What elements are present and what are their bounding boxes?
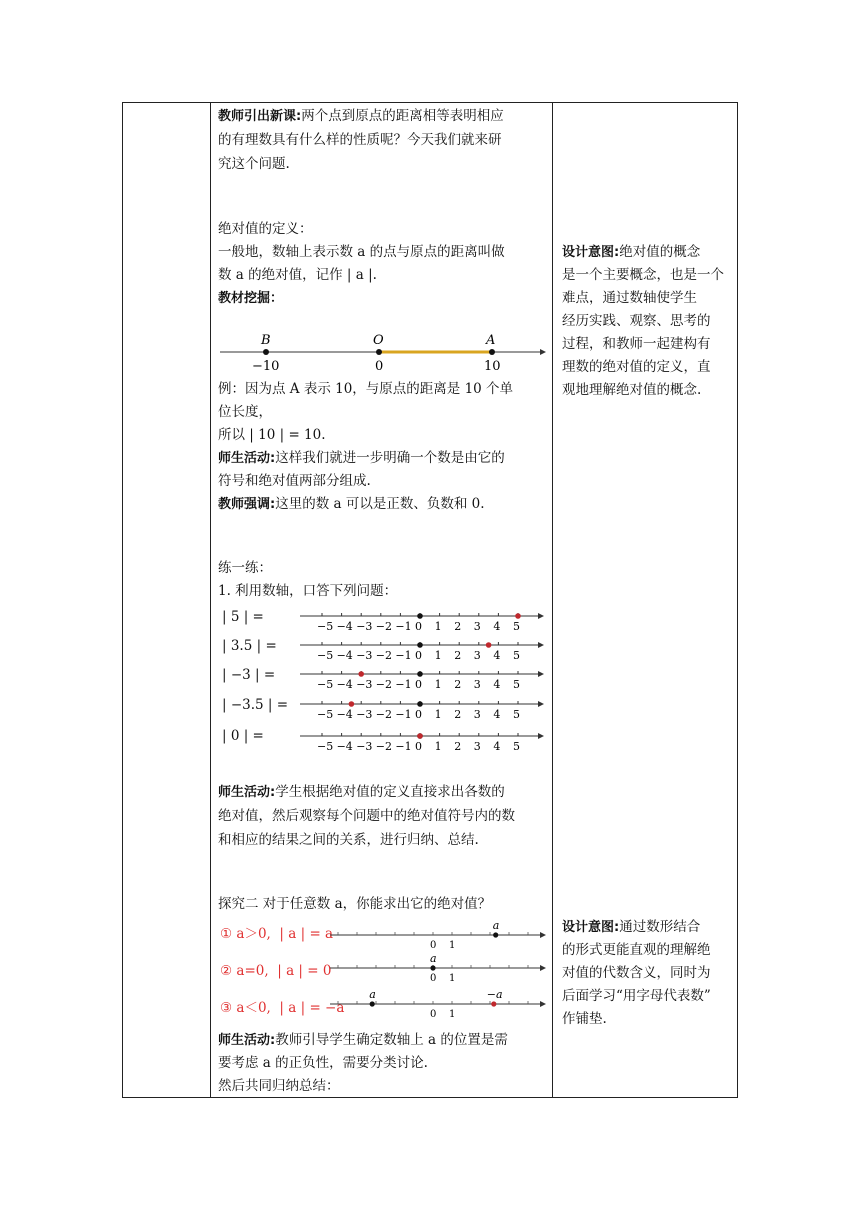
- case-3-result: | a | = −a: [279, 1000, 345, 1016]
- tick-label: 2: [454, 708, 462, 721]
- tick-label: −1: [395, 740, 412, 753]
- origin-dot: [417, 642, 423, 648]
- point-a-dot: [489, 349, 495, 355]
- intro-line-3: 究这个问题.: [218, 156, 290, 172]
- practice-line: [300, 733, 544, 753]
- tick-1-label: 1: [449, 940, 456, 951]
- tick-label: 4: [493, 678, 501, 691]
- number-line-main: [218, 330, 548, 376]
- tick-label: 1: [434, 708, 442, 721]
- tick-label: 1: [434, 678, 442, 691]
- origin-dot: [417, 613, 423, 619]
- tick-0-label: 0: [430, 1009, 437, 1020]
- axis-arrow: [538, 701, 544, 707]
- case-3: [220, 997, 344, 1019]
- value-dot: [515, 613, 521, 619]
- activity3-line-2: 要考虑 a 的正负性，需要分类讨论.: [218, 1055, 428, 1071]
- tick-label: −4: [336, 708, 353, 721]
- point-a-label: a: [430, 952, 437, 965]
- case-1-result: | a | = a: [279, 926, 334, 942]
- case-1-cond: ① a＞0,: [220, 926, 271, 942]
- tick-label: −2: [375, 708, 393, 721]
- design1-text-1: 绝对值的概念: [619, 244, 701, 260]
- tick-label: 0: [415, 649, 422, 662]
- activity3-text-1: 教师引导学生确定数轴上 a 的位置是需: [275, 1032, 508, 1048]
- tick-label: 5: [513, 649, 520, 662]
- tick-label: −3: [356, 740, 373, 753]
- practice-line: [300, 671, 544, 691]
- tick-label: 3: [473, 678, 481, 691]
- tick-label: −3: [356, 620, 373, 633]
- intro-text-1: 两个点到原点的距离相等表明相应: [301, 108, 504, 124]
- tick-o-label: 0: [375, 359, 384, 374]
- activity2-text-1: 学生根据绝对值的定义直接求出各数的: [275, 784, 505, 800]
- tick-label: −5: [317, 678, 334, 691]
- practice-line: [300, 642, 544, 662]
- practice-line: [300, 613, 544, 633]
- design2-line: 对值的代数含义，同时为: [562, 965, 711, 981]
- point-o-label: O: [373, 333, 384, 348]
- activity3-line-1: [218, 1029, 546, 1052]
- activity2-label: 师生活动:: [218, 785, 276, 800]
- design1-line: 理数的绝对值的定义，直: [562, 359, 711, 375]
- design1-line: 经历实践、观察、思考的: [562, 313, 711, 329]
- tick-label: −5: [317, 620, 334, 633]
- tick-label: 3: [473, 708, 481, 721]
- intro-line-1: [218, 105, 546, 128]
- tick-0-label: 0: [430, 973, 437, 984]
- definition-heading: 绝对值的定义：: [218, 221, 313, 237]
- tick-a-label: 10: [484, 359, 501, 374]
- tick-label: 5: [513, 740, 520, 753]
- intro-line-2: 的有理数具有什么样的性质呢？今天我们就来研: [218, 132, 502, 148]
- value-dot: [349, 701, 355, 707]
- explore-line: [330, 952, 546, 984]
- activity1-label: 师生活动:: [218, 451, 276, 466]
- tick-label: −4: [336, 620, 353, 633]
- activity2-line-3: 和相应的结果之间的关系，进行归纳、总结.: [218, 832, 479, 848]
- tick-label: −4: [336, 649, 353, 662]
- design1-line-1: [562, 241, 732, 264]
- practice-question: 1. 利用数轴，口答下列问题：: [218, 583, 398, 599]
- tick-label: −1: [395, 649, 412, 662]
- activity3-label: 师生活动:: [218, 1033, 276, 1048]
- explore-line: [330, 988, 546, 1020]
- tick-label: −2: [375, 649, 393, 662]
- tick-label: 5: [513, 678, 520, 691]
- point-o-dot: [376, 349, 382, 355]
- tick-1-label: 1: [449, 1009, 456, 1020]
- activity2-line-2: 绝对值，然后观察每个问题中的绝对值符号内的数: [218, 808, 515, 824]
- axis-arrow: [540, 932, 546, 938]
- practice-line: [300, 701, 544, 721]
- practice-item-label: | −3 | =: [222, 667, 276, 683]
- point-a-label: A: [486, 333, 496, 348]
- tick-label: −5: [317, 649, 334, 662]
- tick-label: −3: [356, 649, 373, 662]
- tick-label: 1: [434, 620, 442, 633]
- design2-line-1: [562, 916, 732, 939]
- tick-label: 2: [454, 620, 462, 633]
- tick-label: 4: [493, 649, 501, 662]
- tick-label: 0: [415, 740, 422, 753]
- activity1-line-2: 符号和绝对值两部分组成.: [218, 473, 371, 489]
- design2-line: 作铺垫.: [562, 1011, 607, 1027]
- point-a-dot: [430, 965, 435, 970]
- explore-number-lines: [330, 918, 548, 1028]
- axis-arrow: [538, 613, 544, 619]
- emphasis-text: 这里的数 a 可以是正数、负数和 0.: [275, 496, 485, 512]
- axis-arrow: [540, 1001, 546, 1007]
- value-dot: [486, 642, 492, 648]
- activity3-line-3: 然后共同归纳总结：: [218, 1078, 340, 1094]
- axis-arrow: [538, 733, 544, 739]
- axis-arrow: [538, 671, 544, 677]
- tick-label: 2: [454, 649, 462, 662]
- design2-text-1: 通过数形结合: [619, 919, 701, 935]
- tick-0-label: 0: [430, 940, 437, 951]
- practice-number-lines: [300, 603, 548, 753]
- point-b-label: B: [261, 333, 271, 348]
- activity2-line-1: [218, 781, 546, 804]
- example-line-3: 所以 | 10 | = 10.: [218, 427, 326, 443]
- design1-line: 难点，通过数轴使学生: [562, 290, 697, 306]
- case-2: [220, 960, 331, 982]
- activity1-text-1: 这样我们就进一步明确一个数是由它的: [275, 450, 505, 466]
- emphasis-line: [218, 493, 546, 516]
- tick-label: 3: [473, 740, 481, 753]
- practice-item-label: | 5 | =: [222, 609, 264, 625]
- tick-label: 4: [493, 740, 501, 753]
- tick-label: 2: [454, 678, 462, 691]
- case-2-result: | a | = 0: [277, 963, 332, 979]
- tick-label: 1: [434, 740, 442, 753]
- value-dot: [358, 671, 364, 677]
- tick-label: −4: [336, 678, 353, 691]
- point-a-label: a: [369, 988, 376, 1001]
- tick-label: 3: [473, 649, 481, 662]
- design1-label: 设计意图:: [562, 245, 620, 260]
- design2-line: 后面学习“用字母代表数”: [562, 988, 711, 1004]
- tick-label: −5: [317, 708, 334, 721]
- mining-label-text: 教材挖掘：: [218, 291, 284, 306]
- point-b-dot: [263, 349, 269, 355]
- value-dot: [417, 733, 423, 739]
- example-line-1: 例：因为点 A 表示 10，与原点的距离是 10 个单: [218, 381, 514, 397]
- tick-label: −2: [375, 678, 393, 691]
- design1-line: 观地理解绝对值的概念.: [562, 382, 702, 398]
- axis-arrow: [538, 642, 544, 648]
- tick-label: 0: [415, 678, 422, 691]
- tick-label: −2: [375, 740, 393, 753]
- case-2-cond: ② a=0,: [220, 963, 269, 979]
- axis-arrow: [540, 965, 546, 971]
- emphasis-label: 教师强调:: [218, 497, 276, 512]
- point-neg-a-dot: [491, 1001, 496, 1006]
- tick-label: 4: [493, 708, 501, 721]
- tick-label: −4: [336, 740, 353, 753]
- tick-label: 5: [513, 620, 520, 633]
- point-a-dot: [370, 1001, 375, 1006]
- example-line-2: 位长度，: [218, 404, 272, 420]
- design1-line: 过程，和教师一起建构有: [562, 336, 711, 352]
- tick-label: 0: [415, 620, 422, 633]
- practice-heading: 练一练：: [218, 560, 272, 576]
- definition-line-2: 数 a 的绝对值，记作 | a |.: [218, 267, 377, 283]
- tick-label: 3: [473, 620, 481, 633]
- tick-label: −1: [395, 620, 412, 633]
- tick-label: −2: [375, 620, 393, 633]
- explore-line: [330, 919, 546, 951]
- point-a-label: a: [492, 919, 500, 932]
- practice-item-label: | 0 | =: [222, 728, 264, 744]
- activity1-line-1: [218, 447, 546, 470]
- tick-label: −3: [356, 678, 373, 691]
- origin-dot: [417, 701, 423, 707]
- practice-item-label: | 3.5 | =: [222, 638, 277, 654]
- practice-item-label: | −3.5 | =: [222, 697, 289, 713]
- tick-label: −3: [356, 708, 373, 721]
- tick-label: −1: [395, 678, 412, 691]
- intro-label: 教师引出新课:: [218, 109, 302, 124]
- design2-label: 设计意图:: [562, 920, 620, 935]
- column-divider-left: [210, 102, 211, 1098]
- point-a-dot: [493, 932, 498, 937]
- case-3-cond: ③ a＜0,: [220, 1000, 271, 1016]
- explore-heading: 探究二 对于任意数 a，你能求出它的绝对值？: [218, 896, 492, 912]
- tick-label: −5: [317, 740, 334, 753]
- design2-line: 的形式更能直观的理解绝: [562, 942, 711, 958]
- mining-label: [218, 287, 546, 310]
- tick-label: 2: [454, 740, 462, 753]
- tick-label: 5: [513, 708, 520, 721]
- tick-label: −1: [395, 708, 412, 721]
- origin-dot: [417, 671, 423, 677]
- case-1: [220, 923, 333, 945]
- column-divider-right: [552, 102, 553, 1098]
- tick-label: 1: [434, 649, 442, 662]
- design1-line: 是一个主要概念，也是一个: [562, 267, 724, 283]
- tick-label: 4: [493, 620, 501, 633]
- definition-line-1: 一般地，数轴上表示数 a 的点与原点的距离叫做: [218, 244, 505, 260]
- tick-b-label: −10: [252, 359, 280, 374]
- tick-label: 0: [415, 708, 422, 721]
- tick-1-label: 1: [449, 973, 456, 984]
- point-neg-a-label: −a: [486, 988, 503, 1001]
